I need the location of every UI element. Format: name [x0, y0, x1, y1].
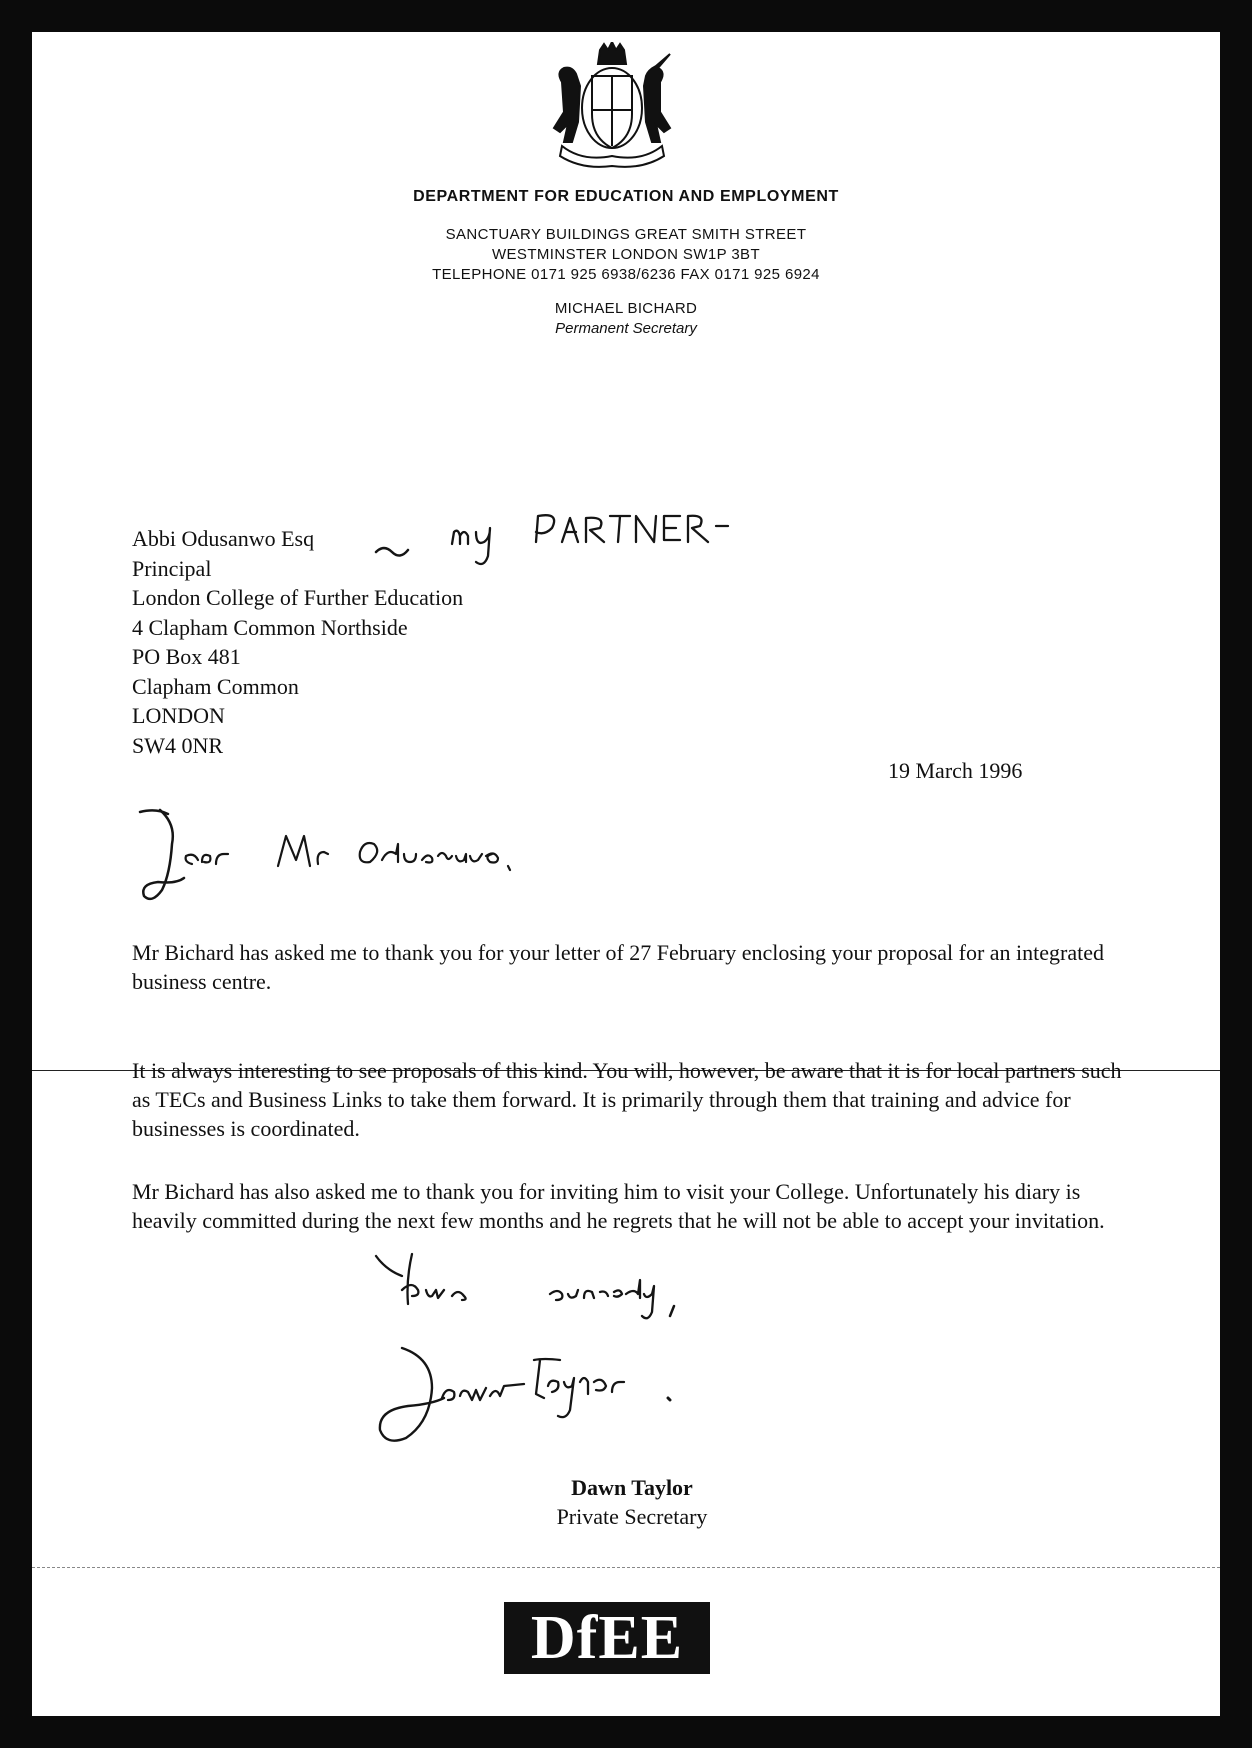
- handwritten-note: [372, 506, 792, 576]
- permanent-secretary-title: Permanent Secretary: [555, 320, 697, 337]
- letter-date: 19 March 1996: [888, 758, 1023, 783]
- body-paragraph-1: Mr Bichard has asked me to thank you for your letter of 27 February enclosing your proposal for an integrated business centre.: [132, 940, 1105, 994]
- signatory-name: Dawn Taylor: [571, 1475, 693, 1500]
- recipient-line: 4 Clapham Common Northside: [132, 614, 408, 640]
- recipient-line: LONDON: [132, 703, 225, 728]
- recipient-line: Principal: [132, 555, 212, 581]
- royal-crest-icon: [542, 42, 682, 172]
- recipient-line: PO Box 481: [132, 644, 241, 669]
- letter-page: [32, 32, 1220, 1716]
- recipient-line: Clapham Common: [132, 673, 299, 699]
- signatory-title: Private Secretary: [556, 1504, 708, 1529]
- body-paragraph-3: Mr Bichard has also asked me to thank you for inviting him to visit your College. Unfortunately his diary is heavily committed during the next few months and he regrets that he will not be able to accept your invitation.: [132, 1179, 1105, 1233]
- handwritten-signature: [372, 1338, 752, 1448]
- department-name: DEPARTMENT FOR EDUCATION AND EMPLOYMENT: [413, 188, 839, 205]
- handwritten-closing: [372, 1250, 752, 1330]
- recipient-line: London College of Further Education: [132, 585, 464, 610]
- footer-divider: [32, 1567, 1220, 1568]
- address-line-2: WESTMINSTER LONDON SW1P 3BT: [491, 246, 761, 263]
- handwritten-salutation: [132, 804, 602, 914]
- contact-line: TELEPHONE 0171 925 6938/6236 FAX 0171 925 6924: [432, 266, 820, 283]
- dfee-logo: DfEE: [504, 1602, 710, 1674]
- recipient-line: SW4 0NR: [132, 732, 224, 758]
- address-line-1: SANCTUARY BUILDINGS GREAT SMITH STREET: [445, 226, 807, 243]
- recipient-line: Abbi Odusanwo Esq: [132, 526, 315, 551]
- body-paragraph-2: It is always interesting to see proposals of this kind. You will, however, be aware that it is for local partners such as TECs and Business Links to take them forward. It is primarily through them that training and advice for businesses is coordinated.: [132, 1058, 1122, 1141]
- permanent-secretary-name: MICHAEL BICHARD: [554, 300, 698, 317]
